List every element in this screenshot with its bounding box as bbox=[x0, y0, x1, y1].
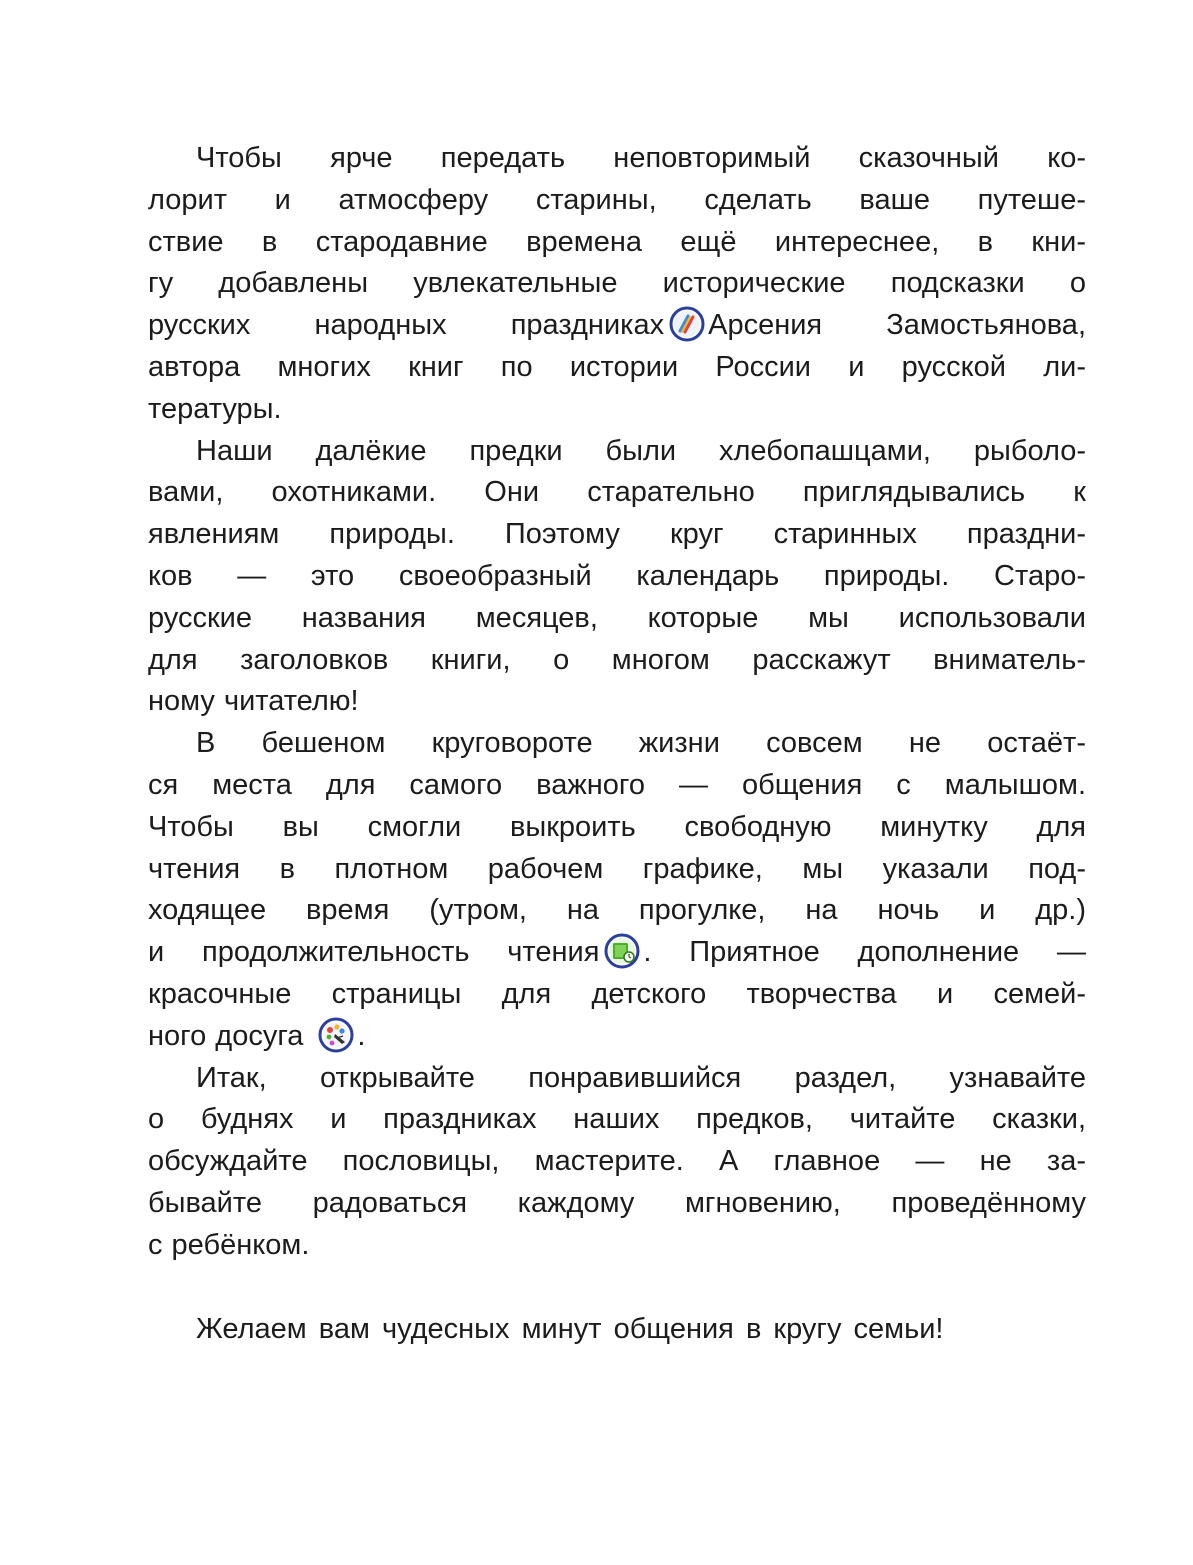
text-line: русские названия месяцев, которые мы использовали bbox=[148, 601, 1086, 634]
paragraph-intro bbox=[148, 138, 1086, 431]
text-fragment: Арсения Замостьянова, bbox=[708, 309, 1086, 342]
text-line: Чтобы вы смогли выкроить свободную минутку для bbox=[148, 810, 1086, 843]
text-line: Чтобы ярче передать неповторимый сказочный ко- bbox=[196, 142, 1086, 174]
paragraph-reading-time bbox=[148, 723, 1086, 1057]
text-fragment: русских народных праздниках bbox=[148, 309, 665, 342]
text-line: ному читателю! bbox=[148, 685, 359, 718]
paragraph-call-to-action bbox=[148, 1058, 1086, 1267]
text-line: вами, охотниками. Они старательно приглядывались к bbox=[148, 476, 1086, 509]
creativity-hand-icon bbox=[317, 1016, 355, 1054]
text-line: ков — это своеобразный календарь природы. Старо- bbox=[148, 559, 1086, 592]
text-line-with-icon bbox=[148, 932, 1086, 974]
text-line: для заголовков книги, о многом расскажут вниматель- bbox=[148, 643, 1086, 676]
text-line: явлениям природы. Поэтому круг старинных праздни- bbox=[148, 518, 1086, 551]
text-line: обсуждайте пословицы, мастерите. А главное — не за- bbox=[148, 1145, 1086, 1178]
text-line: ходящее время (утром, на прогулке, на ночь и др.) bbox=[148, 894, 1086, 927]
text-line: гу добавлены увлекательные исторические подсказки о bbox=[148, 267, 1086, 300]
text-line: с ребёнком. bbox=[148, 1228, 310, 1261]
text-line: В бешеном круговороте жизни совсем не остаёт- bbox=[196, 727, 1086, 760]
text-line: ствие в стародавние времена ещё интереснее, в кни- bbox=[148, 225, 1086, 258]
paragraph-ancestors bbox=[148, 431, 1086, 724]
text-line: о буднях и праздниках наших предков, читайте сказки, bbox=[148, 1103, 1086, 1136]
text-line: Итак, открывайте понравившийся раздел, узнавайте bbox=[196, 1061, 1086, 1094]
text-line-with-icon bbox=[148, 1016, 1086, 1058]
text-fragment: и продолжительность чтения bbox=[148, 936, 600, 969]
text-line: красочные страницы для детского творчества и семей- bbox=[148, 977, 1086, 1010]
text-line: тературы. bbox=[148, 392, 282, 425]
text-fragment: . bbox=[357, 1019, 366, 1052]
history-pencils-icon bbox=[668, 305, 706, 343]
document-page bbox=[148, 138, 1086, 1350]
text-line: Наши далёкие предки были хлебопашцами, рыболо- bbox=[196, 434, 1086, 467]
reading-time-book-icon bbox=[603, 932, 641, 970]
text-line: ся места для самого важного — общения с малышом. bbox=[148, 768, 1086, 801]
text-line: автора многих книг по истории России и русской ли- bbox=[148, 350, 1086, 383]
text-fragment: ного досуга bbox=[148, 1019, 304, 1052]
closing-wish: Желаем вам чудесных минут общения в кругу семьи! bbox=[196, 1312, 944, 1345]
text-line: чтения в плотном рабочем графике, мы указали под- bbox=[148, 852, 1086, 885]
text-line-with-icon bbox=[148, 305, 1086, 347]
text-fragment: . Приятное дополнение — bbox=[643, 936, 1087, 969]
text-line: бывайте радоваться каждому мгновению, проведённому bbox=[148, 1186, 1086, 1219]
text-line: лорит и атмосферу старины, сделать ваше путеше- bbox=[148, 183, 1086, 216]
